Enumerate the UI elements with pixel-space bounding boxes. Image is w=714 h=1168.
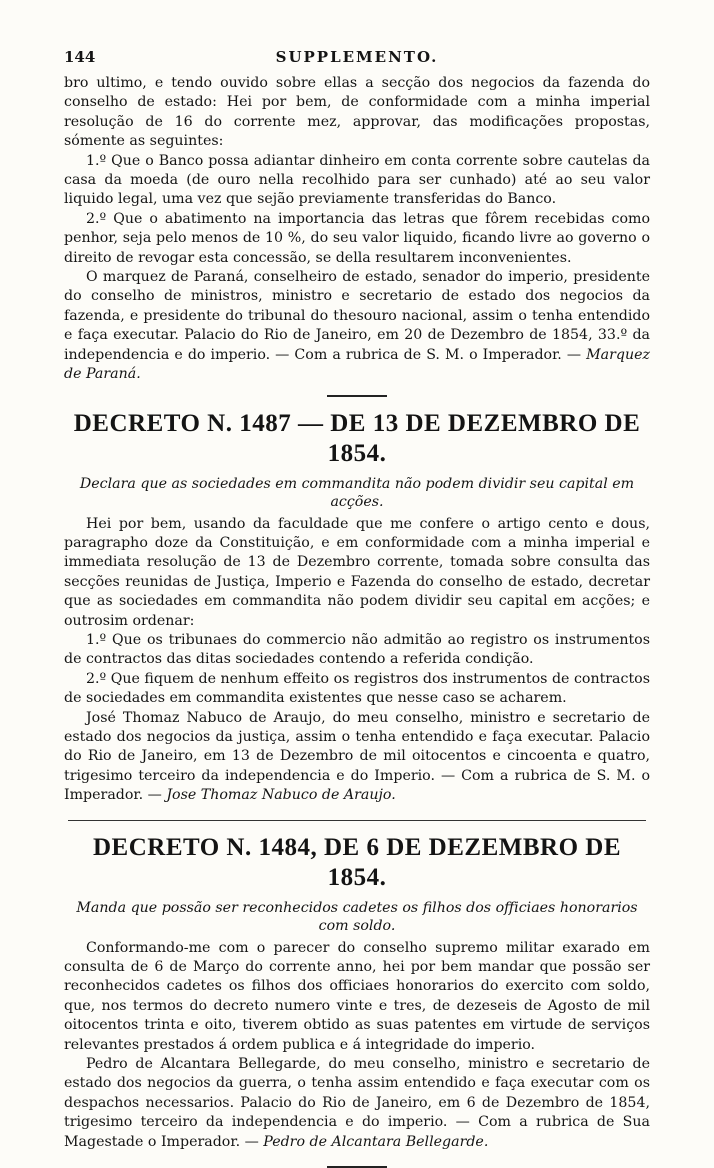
opening-item-1: 1.º Que o Banco possa adiantar dinheiro em conta corrente sobre cautelas da casa da moeda (de ouro nella recolhido para ser cunhado) até ao seu valor liquido legal, uma vez que sejão previamente transferidas do Banco.	[64, 152, 650, 208]
divider	[327, 395, 387, 397]
decree-item-1: 1.º Que os tribunaes do commercio não admitão ao registro os instrumentos de contractos das ditas sociedades contendo a referida condição.	[64, 631, 650, 668]
decree-1487	[64, 409, 650, 806]
page	[64, 48, 650, 1168]
opening-section	[64, 74, 650, 385]
running-title: SUPPLEMENTO.	[275, 48, 439, 66]
decree-signature: Jose Thomaz Nabuco de Araujo.	[166, 787, 396, 804]
decree-summary: Declara que as sociedades em commandita não podem dividir seu capital em acções.	[79, 475, 635, 510]
opening-paragraph: bro ultimo, e tendo ouvido sobre ellas a secção dos negocios da fazenda do conselho de estado: Hei por bem, de conformidade com a minha imperial resolução de 16 do corrente mez, approvar, das modificações propostas, sómente as seguintes:	[64, 75, 650, 150]
opening-closing	[64, 268, 650, 384]
decree-paragraph: Hei por bem, usando da faculdade que me confere o artigo cento e dous, paragrapho doze da Constituição, e em conformidade com a minha imperial e immediata resolução de 13 de Dezembro corrente, tomada sobre consulta das secções reunidas de Justiça, Imperio e Fazenda do conselho de estado, decretar que as sociedades em commandita não podem dividir seu capital em acções; e outrosim ordenar:	[64, 515, 650, 629]
opening-signature: Marquez de Paraná.	[64, 346, 650, 383]
decree-signature: Pedro de Alcantara Bellegarde.	[263, 1133, 489, 1150]
decree-title: DECRETO N. 1484, DE 6 DE DEZEMBRO DE 1854.	[92, 833, 622, 891]
decree-closing	[64, 1055, 650, 1152]
decree-paragraph: Conformando-me com o parecer do conselho supremo militar exarado em consulta de 6 de Março do corrente anno, hei por bem mandar que possão ser reconhecidos cadetes os filhos dos officiaes honorarios do exercito com soldo, que, nos termos do decreto numero vinte e tres, de dezeseis de Agosto de mil oitocentos trinta e oito, tiverem obtido as suas patentes em virtude de serviços relevantes prestados á ordem publica e á integridade do imperio.	[64, 939, 650, 1053]
opening-closing-text: O marquez de Paraná, conselheiro de estado, senador do imperio, presidente do conselho de ministros, ministro e secretario de estado dos negocios da fazenda, e presidente do tribunal do thesouro nacional, assim o tenha entendido e faça executar. Palacio do Rio de Janeiro, em 20 de Dezembro de 1854, 33.º da independencia e do imperio. — Com a rubrica de S. M. o Imperador. —	[64, 269, 650, 363]
decree-closing-text: José Thomaz Nabuco de Araujo, do meu conselho, ministro e secretario de estado dos negocios da justiça, assim o tenha entendido e faça executar. Palacio do Rio de Janeiro, em 13 de Dezembro de mil oitocentos e cincoenta e quatro, trigesimo terceiro da independencia e do Imperio. — Com a rubrica de S. M. o Imperador. —	[64, 709, 650, 804]
opening-item-2: 2.º Que o abatimento na importancia das letras que fôrem recebidas como penhor, seja pelo menos de 10 %, do seu valor liquido, ficando livre ao governo o direito de revogar esta concessão, se della resultarem inconvenientes.	[64, 210, 650, 266]
running-head	[64, 48, 650, 74]
decree-closing-text: Pedro de Alcantara Bellegarde, do meu conselho, ministro e secretario de estado dos negocios da guerra, o tenha assim entendido e faça executar com os despachos necessarios. Palacio do Rio de Janeiro, em 6 de Dezembro de 1854, trigesimo terceiro da independencia e do imperio. — Com a rubrica de Sua Magestade o Imperador. —	[64, 1056, 650, 1150]
decree-item-2: 2.º Que fiquem de nenhum effeito os registros dos instrumentos de contractos de sociedades em commandita existentes que nesse caso se acharem.	[64, 670, 650, 707]
decree-summary: Manda que possão ser reconhecidos cadetes os filhos dos officiaes honorarios com soldo.	[76, 899, 638, 934]
decree-1484	[64, 833, 650, 1152]
page-number: 144	[64, 48, 96, 66]
decree-title: DECRETO N. 1487 — DE 13 DE DEZEMBRO DE 1854.	[73, 409, 641, 467]
decree-closing	[64, 709, 650, 806]
divider	[68, 820, 646, 821]
